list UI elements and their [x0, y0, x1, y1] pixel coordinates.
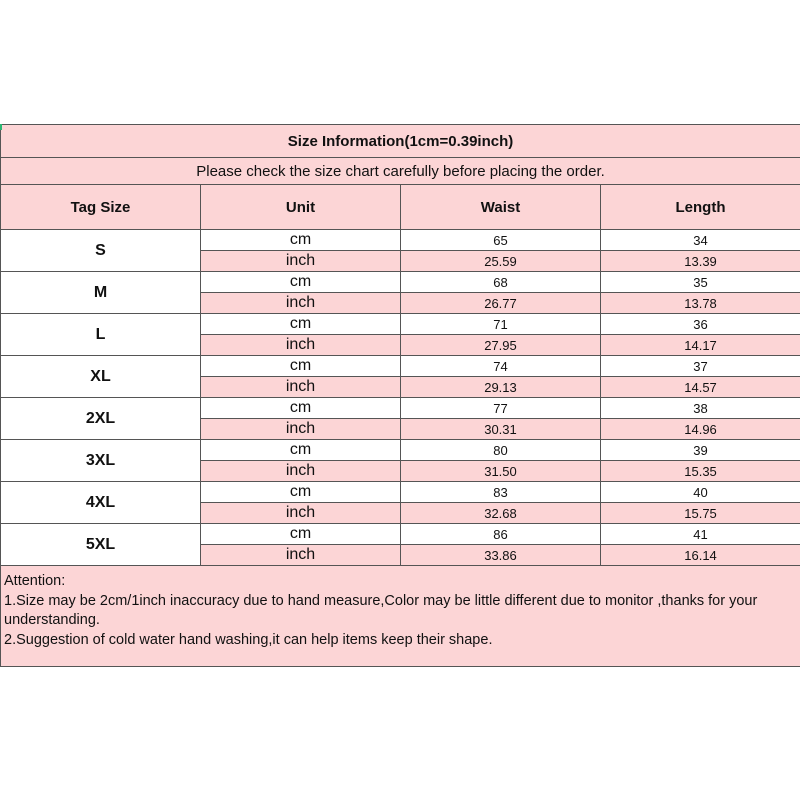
unit-inch: inch	[201, 335, 401, 356]
table-row	[1, 398, 800, 419]
table-row	[1, 524, 800, 545]
table-row	[1, 356, 800, 377]
table-row	[1, 440, 800, 461]
length-cm: 39	[601, 440, 800, 461]
attention-line-2: 2.Suggestion of cold water hand washing,it can help items keep their shape.	[4, 631, 493, 648]
tag-size-3xl: 3XL	[1, 440, 201, 482]
table-title: Size Information(1cm=0.39inch)	[1, 125, 800, 158]
waist-cm: 65	[401, 230, 601, 251]
table-row	[1, 314, 800, 335]
unit-cm: cm	[201, 272, 401, 293]
tag-size-s: S	[1, 230, 201, 272]
accent-line	[0, 124, 2, 130]
waist-inch: 30.31	[401, 419, 601, 440]
attention-heading: Attention:	[4, 573, 66, 589]
waist-cm: 77	[401, 398, 601, 419]
unit-cm: cm	[201, 398, 401, 419]
unit-inch: inch	[201, 419, 401, 440]
waist-cm: 74	[401, 356, 601, 377]
waist-cm: 83	[401, 482, 601, 503]
table-subtitle: Please check the size chart carefully before placing the order.	[1, 158, 800, 185]
unit-cm: cm	[201, 482, 401, 503]
length-inch: 15.35	[601, 461, 800, 482]
unit-inch: inch	[201, 461, 401, 482]
unit-cm: cm	[201, 440, 401, 461]
unit-inch: inch	[201, 545, 401, 566]
waist-cm: 86	[401, 524, 601, 545]
tag-size-xl: XL	[1, 356, 201, 398]
tag-size-l: L	[1, 314, 201, 356]
length-cm: 36	[601, 314, 800, 335]
unit-cm: cm	[201, 524, 401, 545]
length-inch: 14.96	[601, 419, 800, 440]
waist-cm: 68	[401, 272, 601, 293]
unit-inch: inch	[201, 503, 401, 524]
table-row	[1, 272, 800, 293]
length-cm: 34	[601, 230, 800, 251]
unit-inch: inch	[201, 293, 401, 314]
size-table	[0, 124, 800, 667]
unit-inch: inch	[201, 377, 401, 398]
length-cm: 35	[601, 272, 800, 293]
unit-cm: cm	[201, 314, 401, 335]
attention-line-1: 1.Size may be 2cm/1inch inaccuracy due to hand measure,Color may be little different due to monitor ,thanks for your understanding.	[4, 592, 758, 628]
waist-inch: 29.13	[401, 377, 601, 398]
length-inch: 14.57	[601, 377, 800, 398]
attention-notes	[1, 566, 800, 667]
table-row	[1, 482, 800, 503]
length-cm: 37	[601, 356, 800, 377]
table-row	[1, 230, 800, 251]
waist-inch: 31.50	[401, 461, 601, 482]
length-inch: 13.78	[601, 293, 800, 314]
unit-inch: inch	[201, 251, 401, 272]
header-length: Length	[601, 185, 800, 230]
length-inch: 15.75	[601, 503, 800, 524]
length-cm: 38	[601, 398, 800, 419]
waist-cm: 71	[401, 314, 601, 335]
length-cm: 41	[601, 524, 800, 545]
header-unit: Unit	[201, 185, 401, 230]
length-inch: 16.14	[601, 545, 800, 566]
length-inch: 14.17	[601, 335, 800, 356]
tag-size-4xl: 4XL	[1, 482, 201, 524]
waist-inch: 33.86	[401, 545, 601, 566]
header-waist: Waist	[401, 185, 601, 230]
waist-inch: 27.95	[401, 335, 601, 356]
tag-size-5xl: 5XL	[1, 524, 201, 566]
unit-cm: cm	[201, 356, 401, 377]
waist-cm: 80	[401, 440, 601, 461]
tag-size-2xl: 2XL	[1, 398, 201, 440]
length-cm: 40	[601, 482, 800, 503]
waist-inch: 32.68	[401, 503, 601, 524]
length-inch: 13.39	[601, 251, 800, 272]
waist-inch: 25.59	[401, 251, 601, 272]
waist-inch: 26.77	[401, 293, 601, 314]
header-tag-size: Tag Size	[1, 185, 201, 230]
tag-size-m: M	[1, 272, 201, 314]
size-chart	[0, 124, 800, 676]
unit-cm: cm	[201, 230, 401, 251]
